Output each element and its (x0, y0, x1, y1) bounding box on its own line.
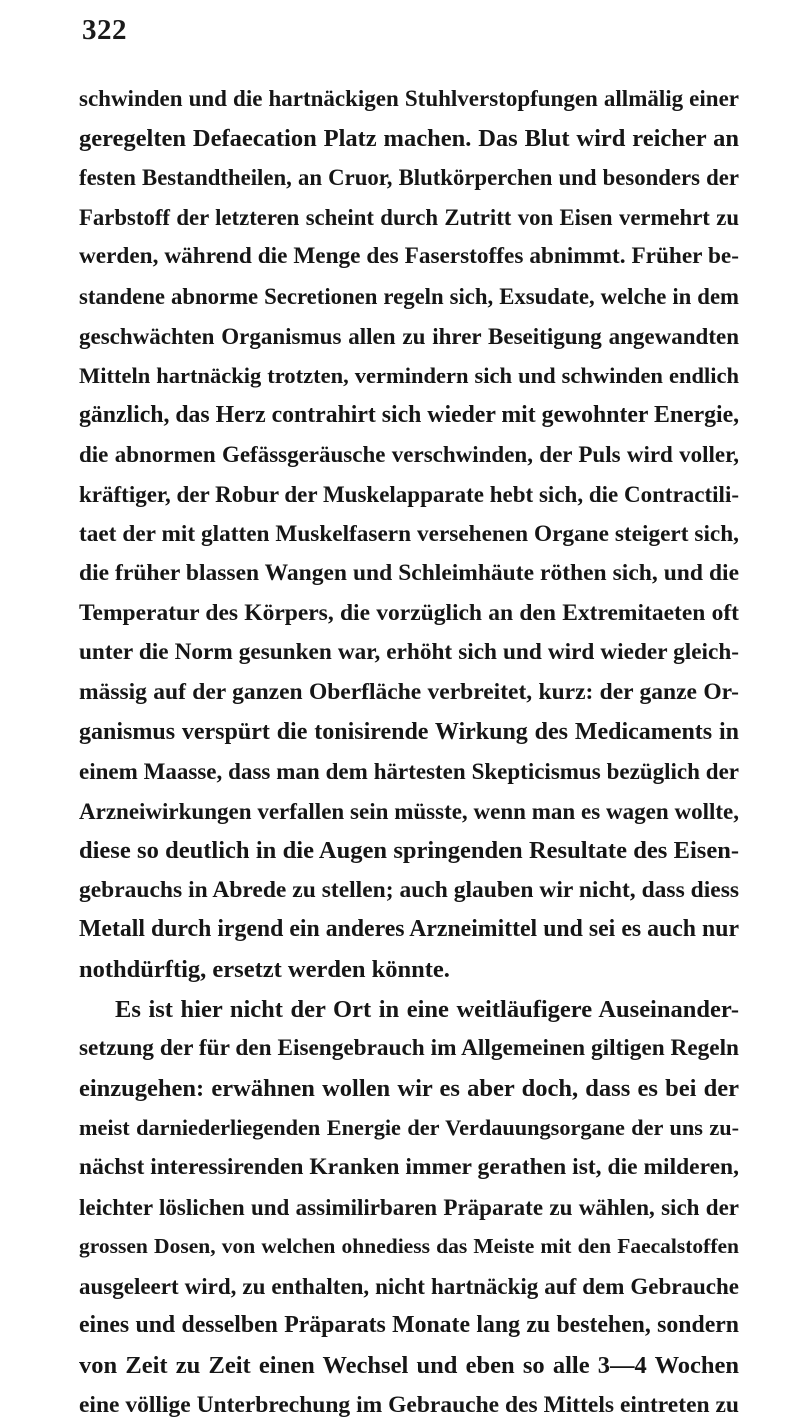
text-line: Mitteln hartnäckig trotzten, vermindern sich und schwinden endlich (79, 363, 739, 389)
text-line: von Zeit zu Zeit einen Wechsel und eben so alle 3—4 Wochen (79, 1352, 739, 1379)
text-line: mässig auf der ganzen Oberfläche verbreitet, kurz: der ganze Or- (79, 678, 739, 705)
text-line: kräftiger, der Robur der Muskelapparate hebt sich, die Contractili- (79, 481, 739, 507)
text-line: gänzlich, das Herz contrahirt sich wieder mit gewohnter Energie, (79, 401, 740, 428)
text-line: werden, während die Menge des Faserstoffes abnimmt. Früher be- (79, 243, 739, 270)
text-line: geschwächten Organismus allen zu ihrer Beseitigung angewandten (79, 323, 739, 349)
text-line: ganismus verspürt die tonisirende Wirkung des Medicaments in (79, 718, 739, 745)
text-line: Metall durch irgend ein anderes Arzneimittel und sei es auch nur (79, 916, 739, 943)
text-line: grossen Dosen, von welchen ohnediess das Meiste mit den Faecalstoffen (79, 1234, 739, 1259)
text-line: schwinden und die hartnäckigen Stuhlverstopfungen allmälig einer (79, 86, 739, 111)
text-line: Arzneiwirkungen verfallen sein müsste, wenn man es wagen wollte, (79, 798, 739, 824)
text-line: festen Bestandtheilen, an Cruor, Blutkörperchen und besonders der (79, 165, 739, 191)
text-line: einem Maasse, dass man dem härtesten Skepticismus bezüglich der (79, 759, 739, 785)
paragraph (79, 990, 739, 1425)
paragraph (79, 79, 739, 990)
text-line: eines und desselben Präparats Monate lang zu bestehen, sondern (79, 1312, 739, 1339)
page-number: 322 (82, 14, 127, 46)
text-line: Es ist hier nicht der Ort in eine weitläufigere Auseinander- (115, 995, 739, 1023)
text-line: Farbstoff der letzteren scheint durch Zutritt von Eisen vermehrt zu (79, 204, 739, 230)
body-text (79, 79, 739, 1425)
text-line: Temperatur des Körpers, die vorzüglich an den Extremitaeten oft (79, 599, 739, 626)
text-line: nächst interessirenden Kranken immer gerathen ist, die milderen, (79, 1154, 739, 1181)
text-line: setzung der für den Eisengebrauch im Allgemeinen giltigen Regeln (79, 1035, 739, 1062)
text-line: taet der mit glatten Muskelfasern versehenen Organe steigert sich, (79, 520, 739, 547)
text-line: eine völlige Unterbrechung im Gebrauche des Mittels eintreten zu (79, 1391, 739, 1418)
text-line: diese so deutlich in die Augen springenden Resultate des Eisen- (79, 837, 739, 865)
text-line: standene abnorme Secretionen regeln sich, Exsudate, welche in dem (79, 283, 739, 309)
text-line: einzugehen: erwähnen wollen wir es aber doch, dass es bei der (79, 1074, 739, 1102)
text-line: meist darniederliegenden Energie der Verdauungsorgane der uns zu- (79, 1115, 739, 1141)
text-line: die früher blassen Wangen und Schleimhäute röthen sich, und die (79, 560, 739, 587)
text-line: ausgeleert wird, zu enthalten, nicht hartnäckig auf dem Gebrauche (79, 1273, 739, 1299)
text-line: geregelten Defaecation Platz machen. Das Blut wird reicher an (79, 124, 739, 152)
text-line: leichter löslichen und assimilirbaren Präparate zu wählen, sich der (79, 1194, 739, 1220)
text-line: unter die Norm gesunken war, erhöht sich und wird wieder gleich- (79, 639, 739, 666)
text-line: nothdürftig, ersetzt werden könnte. (79, 956, 450, 984)
text-line: die abnormen Gefässgeräusche verschwinden, der Puls wird voller, (79, 442, 739, 468)
text-line: gebrauchs in Abrede zu stellen; auch glauben wir nicht, dass diess (79, 876, 739, 903)
